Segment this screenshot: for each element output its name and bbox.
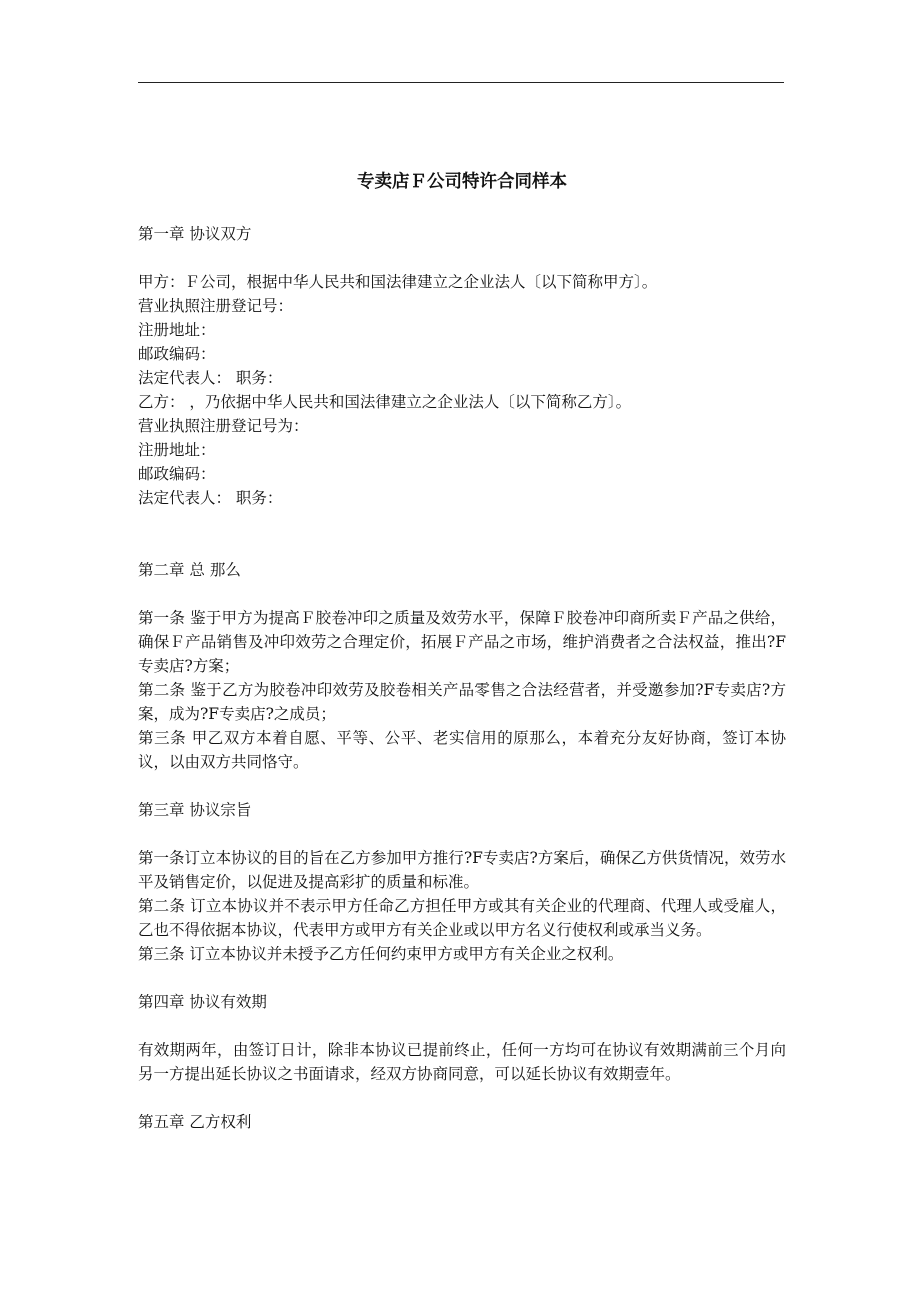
party-line: 乙方： ，乃依据中华人民共和国法律建立之企业法人〔以下简称乙方〕。 <box>138 393 632 411</box>
article-paragraph: 第二条 鉴于乙方为胶卷冲印效劳及胶卷相关产品零售之合法经营者，并受邀参加?F专卖店?方案，成为?F专卖店?之成员； <box>138 681 786 723</box>
chapter-heading: 第五章 乙方权利 <box>138 1113 252 1131</box>
party-line: 营业执照注册登记号为： <box>138 417 309 435</box>
article-paragraph: 第一条订立本协议的目的旨在乙方参加甲方推行?F专卖店?方案后，确保乙方供货情况，效劳水平及销售定价，以促进及提高彩扩的质量和标准。 <box>138 849 786 891</box>
party-line: 邮政编码： <box>138 465 216 483</box>
party-line: 甲方：Ｆ公司，根据中华人民共和国法律建立之企业法人〔以下简称甲方〕。 <box>138 273 658 291</box>
party-line: 注册地址： <box>138 441 216 459</box>
document-title: 专卖店Ｆ公司特许合同样本 <box>357 172 567 192</box>
chapter-heading: 第一章 协议双方 <box>138 225 252 243</box>
party-line: 法定代表人： 职务： <box>138 369 283 387</box>
party-line: 营业执照注册登记号： <box>138 297 294 315</box>
article-paragraph: 第三条 甲乙双方本着自愿、平等、公平、老实信用的原那么，本着充分友好协商，签订本协议，以由双方共同恪守。 <box>138 729 786 771</box>
article-paragraph: 第一条 鉴于甲方为提高Ｆ胶卷冲印之质量及效劳水平，保障Ｆ胶卷冲印商所卖Ｆ产品之供给，确保Ｆ产品销售及冲印效劳之合理定价，拓展Ｆ产品之市场，维护消费者之合法权益，推出?F专卖店?方案； <box>138 609 786 675</box>
chapter-heading: 第二章 总 那么 <box>138 561 241 579</box>
article-paragraph: 有效期两年，由签订日计，除非本协议已提前终止，任何一方均可在协议有效期满前三个月向另一方提出延长协议之书面请求，经双方协商同意，可以延长协议有效期壹年。 <box>138 1041 786 1083</box>
party-line: 注册地址： <box>138 321 216 339</box>
party-line: 邮政编码： <box>138 345 216 363</box>
article-paragraph: 第三条 订立本协议并未授予乙方任何约束甲方或甲方有关企业之权利。 <box>138 945 624 963</box>
article-paragraph: 第二条 订立本协议并不表示甲方任命乙方担任甲方或其有关企业的代理商、代理人或受雇人，乙也不得依据本协议，代表甲方或甲方有关企业或以甲方名义行使权利或承当义务。 <box>138 897 786 939</box>
party-line: 法定代表人： 职务： <box>138 489 283 507</box>
chapter-heading: 第四章 协议有效期 <box>138 993 267 1011</box>
document-body <box>138 168 786 1134</box>
header-rule <box>138 82 784 83</box>
chapter-heading: 第三章 协议宗旨 <box>138 801 252 819</box>
